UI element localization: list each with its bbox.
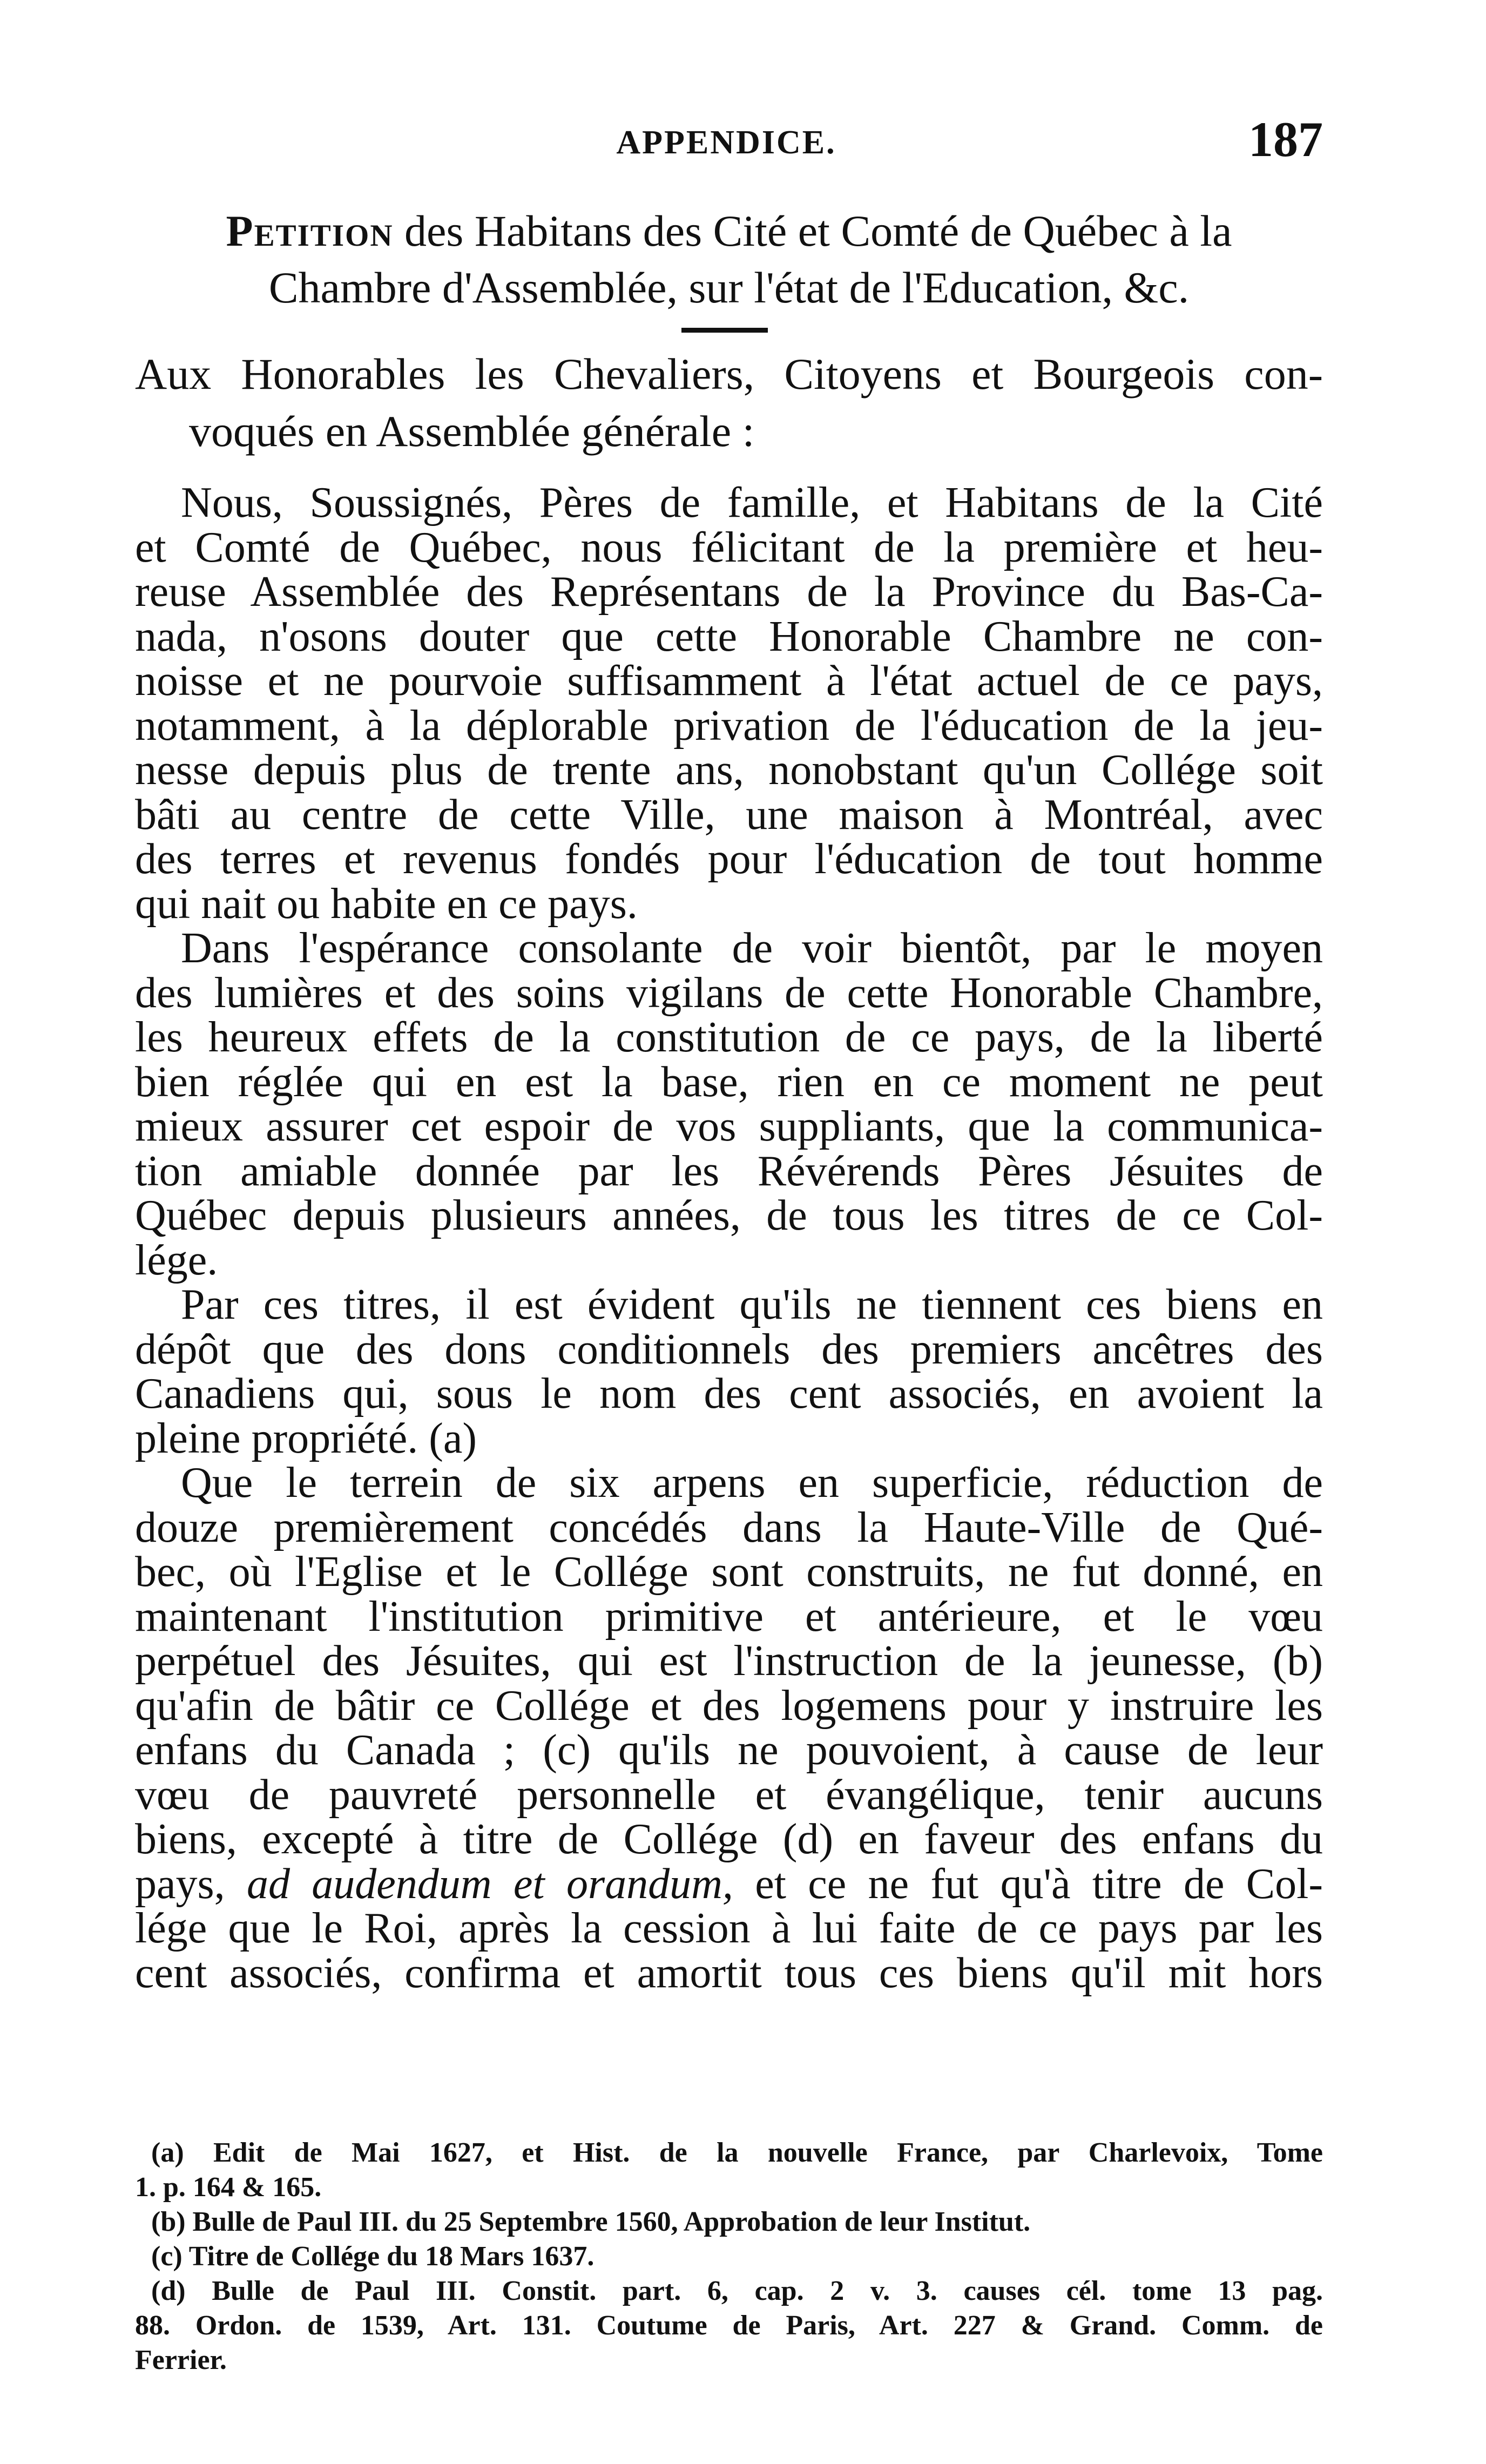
body-line-with-italic (135, 1862, 1323, 1907)
body-line: bâti au centre de cette Ville, une maison à Montréal, avec (135, 791, 1323, 839)
body-line: tion amiable donnée par les Révérends Pères Jésuites de (135, 1147, 1323, 1195)
body-line: Dans l'espérance consolante de voir bientôt, par le moyen (181, 924, 1323, 972)
latin-phrase: ad audendum et orandum, (246, 1860, 733, 1908)
body-line: bec, où l'Eglise et le Collége sont construits, ne fut donné, en (135, 1548, 1323, 1596)
body-line: nesse depuis plus de trente ans, nonobstant qu'un Collége soit (135, 746, 1323, 794)
title-rule (681, 328, 768, 333)
body-line: des terres et revenus fondés pour l'éducation de tout homme (135, 835, 1323, 883)
title-line-1 (138, 202, 1320, 259)
page-number: 187 (1248, 112, 1323, 167)
footnote-b: (b) Bulle de Paul III. du 25 Septembre 1560, Approbation de leur Institut. (151, 2206, 1031, 2237)
footnotes (135, 2136, 1323, 2378)
body-line-lead: pays, (135, 1860, 225, 1908)
body-line: reuse Assemblée des Représentans de la Province du Bas-Ca- (135, 568, 1323, 616)
address-block (135, 346, 1323, 460)
body-line: Par ces titres, il est évident qu'ils ne tiennent ces biens en (181, 1281, 1323, 1328)
body-line: biens, excepté à titre de Collége (d) en faveur des enfans du (135, 1815, 1323, 1863)
title-line-2: Chambre d'Assemblée, sur l'état de l'Education, &c. (268, 263, 1190, 312)
body-line: enfans du Canada ; (c) qu'ils ne pouvoient, à cause de leur (135, 1726, 1323, 1774)
footnote-a-line-1: (a) Edit de Mai 1627, et Hist. de la nouvelle France, par Charlevoix, Tome (151, 2137, 1323, 2168)
body-line: notamment, à la déplorable privation de l'éducation de la jeu- (135, 701, 1323, 750)
address-line-2: voqués en Assemblée générale : (189, 407, 755, 456)
body-line: qu'afin de bâtir ce Collége et des logemens pour y instruire les (135, 1682, 1323, 1730)
page-header (130, 111, 1323, 170)
body-line: Que le terrein de six arpens en superficie, réduction de (181, 1459, 1323, 1507)
body-line: lége. (135, 1236, 218, 1284)
body-line: lége que le Roi, après la cession à lui faite de ce pays par les (135, 1905, 1323, 1952)
title-lead-word: Petition (226, 206, 394, 255)
body-line: des lumières et des soins vigilans de cette Honorable Chambre, (135, 969, 1323, 1017)
body-line: pleine propriété. (a) (135, 1414, 477, 1462)
body-line: vœu de pauvreté personnelle et évangélique, tenir aucuns (135, 1771, 1323, 1819)
body-line: Nous, Soussignés, Pères de famille, et Habitans de la Cité (181, 479, 1323, 526)
footnote-d-line-3: Ferrier. (135, 2345, 227, 2375)
petition-title (138, 202, 1320, 316)
body-line: maintenant l'institution primitive et antérieure, et le vœu (135, 1592, 1323, 1641)
body-line: douze premièrement concédés dans la Haute-Ville de Qué- (135, 1503, 1323, 1551)
body-line: cent associés, confirma et amortit tous ces biens qu'il mit hors (135, 1949, 1323, 1997)
body-line: noisse et ne pourvoie suffisamment à l'état actuel de ce pays, (135, 657, 1323, 705)
petition-body (135, 481, 1323, 1995)
body-line: Canadiens qui, sous le nom des cent associés, en avoient la (135, 1370, 1323, 1417)
footnote-d-line-2: 88. Ordon. de 1539, Art. 131. Coutume de Paris, Art. 227 & Grand. Comm. de (135, 2310, 1323, 2341)
body-line: bien réglée qui en est la base, rien en ce moment ne peut (135, 1058, 1323, 1106)
body-line: dépôt que des dons conditionnels des premiers ancêtres des (135, 1325, 1323, 1373)
body-line-tail: et ce ne fut qu'à titre de Col- (755, 1860, 1323, 1908)
title-line-1-rest: des Habitans des Cité et Comté de Québec à la (404, 206, 1232, 255)
body-line: les heureux effets de la constitution de ce pays, de la liberté (135, 1014, 1323, 1061)
body-line: et Comté de Québec, nous félicitant de la première et heu- (135, 523, 1323, 571)
body-line: Québec depuis plusieurs années, de tous les titres de ce Col- (135, 1192, 1323, 1239)
address-line-1: Aux Honorables les Chevaliers, Citoyens et Bourgeois con- (135, 349, 1323, 399)
footnote-c: (c) Titre de Collége du 18 Mars 1637. (151, 2241, 595, 2272)
footnote-d-line-1: (d) Bulle de Paul III. Constit. part. 6, cap. 2 v. 3. causes cél. tome 13 pag. (151, 2276, 1323, 2306)
body-line: mieux assurer cet espoir de vos suppliants, que la communica- (135, 1103, 1323, 1150)
body-line: perpétuel des Jésuites, qui est l'instruction de la jeunesse, (b) (135, 1637, 1323, 1685)
footnote-a-line-2: 1. p. 164 & 165. (135, 2172, 322, 2203)
body-line: nada, n'osons douter que cette Honorable Chambre ne con- (135, 612, 1323, 660)
running-title: APPENDICE. (616, 124, 836, 161)
body-line: qui nait ou habite en ce pays. (135, 880, 638, 928)
